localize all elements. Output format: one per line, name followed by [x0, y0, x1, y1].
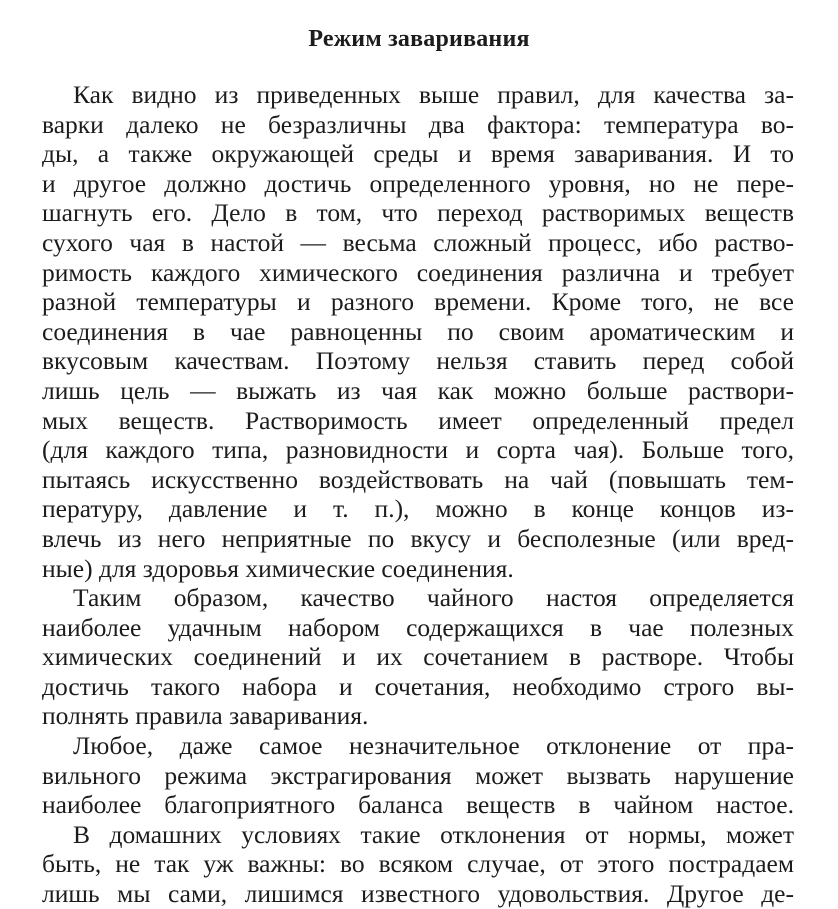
text-line: лишь цель — выжать из чая как можно больше раствори- [42, 375, 794, 405]
paragraph-1 [42, 80, 794, 583]
paragraph-2 [42, 583, 794, 731]
text-line: ды, а также окружающей среды и время заваривания. И то [42, 139, 794, 169]
text-line: шагнуть его. Дело в том, что переход растворимых веществ [42, 198, 794, 228]
text-line: наиболее благоприятного баланса веществ в чайном настое. [42, 790, 794, 820]
text-line: быть, не так уж важны: во всяком случае, от этого пострадаем [42, 849, 794, 879]
text-line: полнять правила заваривания. [42, 701, 369, 731]
text-line: пературу, давление и т. п.), можно в конце концов из- [42, 494, 794, 524]
body-text [42, 80, 794, 909]
text-line: химических соединений и их сочетанием в растворе. Чтобы [42, 642, 794, 672]
text-line: лишь мы сами, лишимся известного удовольствия. Другое де- [42, 879, 794, 909]
text-line: пытаясь искусственно воздействовать на чай (повышать тем- [42, 464, 794, 494]
text-line: вильного режима экстрагирования может вызвать нарушение [42, 760, 794, 790]
text-line: варки далеко не безразличны два фактора: температура во- [42, 109, 794, 139]
text-line: соединения в чае равноценны по своим ароматическим и [42, 316, 794, 346]
text-line: разной температуры и разного времени. Кроме того, не все [42, 287, 794, 317]
section-title: Режим заваривания [308, 26, 530, 52]
text-line: мых веществ. Растворимость имеет определенный предел [42, 405, 794, 435]
paragraph-3 [42, 731, 794, 820]
text-line: В домашних условиях такие отклонения от нормы, может [73, 819, 794, 849]
text-line: сухого чая в настой — весьма сложный процесс, ибо раство- [42, 227, 794, 257]
text-line: вкусовым качествам. Поэтому нельзя ставить перед собой [42, 346, 794, 376]
text-line: (для каждого типа, разновидности и сорта чая). Больше того, [42, 435, 794, 465]
text-line: Любое, даже самое незначительное отклонение от пра- [73, 731, 794, 761]
text-line: Таким образом, качество чайного настоя определяется [73, 583, 794, 613]
text-line: ные) для здоровья химические соединения. [42, 553, 514, 583]
text-line: наиболее удачным набором содержащихся в чае полезных [42, 612, 794, 642]
text-line: Как видно из приведенных выше правил, для качества за- [73, 80, 794, 109]
text-line: и другое должно достичь определенного уровня, но не пере- [42, 168, 794, 198]
text-line: достичь такого набора и сочетания, необходимо строго вы- [42, 671, 794, 701]
text-line: влечь из него неприятные по вкусу и бесполезные (или вред- [42, 523, 794, 553]
text-line: римость каждого химического соединения различна и требует [42, 257, 794, 287]
paragraph-4 [42, 820, 794, 909]
